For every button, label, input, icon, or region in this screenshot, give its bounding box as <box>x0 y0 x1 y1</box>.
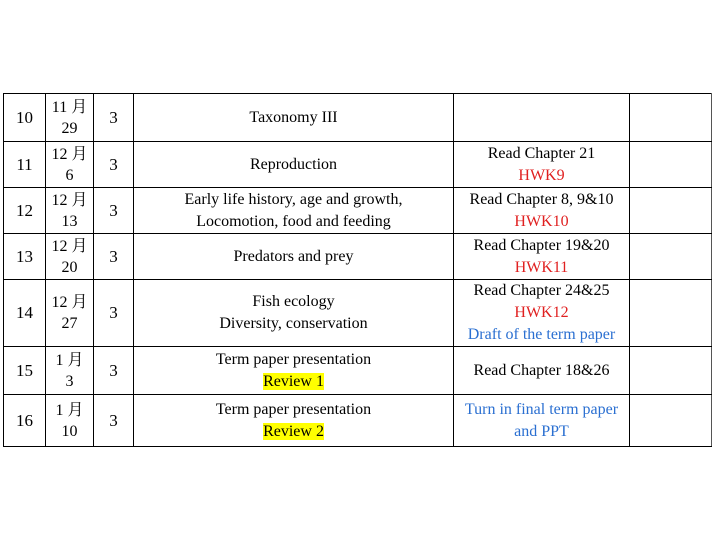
hours-value: 3 <box>109 200 118 220</box>
hours-value: 3 <box>109 303 118 322</box>
week-number: 16 <box>16 410 33 430</box>
term-paper-note: Turn in final term paper <box>464 400 619 418</box>
date-day: 20 <box>61 258 78 276</box>
topic-line: Early life history, age and growth, <box>184 190 403 208</box>
hours-cell <box>94 188 134 234</box>
schedule-table <box>3 93 712 447</box>
date-day: 29 <box>61 119 78 137</box>
remarks-cell <box>630 94 712 142</box>
topic-line: Term paper presentation <box>215 350 372 368</box>
topic-cell <box>134 280 454 347</box>
homework-label: HWK12 <box>514 304 569 321</box>
review-highlight: Review 1 <box>263 372 324 390</box>
topic-line: Predators and prey <box>233 247 354 265</box>
date-cell <box>46 347 94 395</box>
hours-cell <box>94 395 134 447</box>
topic-line: Fish ecology <box>252 293 335 310</box>
table-row <box>4 280 712 347</box>
hours-cell <box>94 94 134 142</box>
date-day: 3 <box>65 372 74 390</box>
homework-label: HWK9 <box>518 166 565 184</box>
schedule-sheet <box>3 93 711 441</box>
reading-assignment: Read Chapter 21 <box>487 144 596 162</box>
date-month: 1 月 <box>55 401 84 419</box>
week-number-cell <box>4 94 46 142</box>
date-month: 12 月 <box>51 191 88 209</box>
topic-cell <box>134 188 454 234</box>
date-month: 12 月 <box>51 237 88 255</box>
assignment-cell <box>454 395 630 447</box>
remarks-cell <box>630 234 712 280</box>
week-number: 14 <box>16 303 33 322</box>
date-day: 13 <box>61 212 78 230</box>
hours-value: 3 <box>109 107 118 127</box>
week-number: 12 <box>16 200 33 220</box>
assignment-cell <box>454 94 630 142</box>
date-month: 11 月 <box>51 98 88 116</box>
reading-assignment: Read Chapter 18&26 <box>473 361 610 379</box>
date-month: 12 月 <box>51 294 88 311</box>
hours-cell <box>94 280 134 347</box>
term-paper-note: and PPT <box>514 422 569 440</box>
remarks-cell <box>630 395 712 447</box>
remarks-cell <box>630 188 712 234</box>
date-cell <box>46 395 94 447</box>
remarks-cell <box>630 142 712 188</box>
hours-value: 3 <box>109 154 118 174</box>
table-row <box>4 94 712 142</box>
week-number-cell <box>4 280 46 347</box>
topic-cell <box>134 234 454 280</box>
hours-value: 3 <box>109 246 118 266</box>
week-number: 13 <box>16 246 33 266</box>
hours-cell <box>94 234 134 280</box>
topic-cell <box>134 142 454 188</box>
hours-cell <box>94 142 134 188</box>
table-row <box>4 142 712 188</box>
table-row <box>4 347 712 395</box>
remarks-cell <box>630 280 712 347</box>
reading-assignment: Read Chapter 24&25 <box>473 282 610 299</box>
topic-line: Term paper presentation <box>215 400 372 418</box>
remarks-cell <box>630 347 712 395</box>
date-day: 6 <box>65 166 74 184</box>
topic-line: Diversity, conservation <box>219 315 368 332</box>
date-cell <box>46 188 94 234</box>
topic-cell <box>134 395 454 447</box>
assignment-cell <box>454 188 630 234</box>
hours-value: 3 <box>109 410 118 430</box>
assignment-cell <box>454 347 630 395</box>
date-cell <box>46 280 94 347</box>
date-month: 1 月 <box>55 351 84 369</box>
week-number-cell <box>4 142 46 188</box>
topic-cell <box>134 94 454 142</box>
reading-assignment: Read Chapter 8, 9&10 <box>469 190 614 208</box>
hours-cell <box>94 347 134 395</box>
reading-assignment: Read Chapter 19&20 <box>473 236 610 254</box>
homework-label: HWK10 <box>514 212 569 230</box>
week-number: 15 <box>16 360 33 380</box>
topic-line: Taxonomy III <box>249 108 338 126</box>
topic-cell <box>134 347 454 395</box>
date-cell <box>46 142 94 188</box>
week-number: 11 <box>16 154 33 174</box>
table-row <box>4 234 712 280</box>
week-number-cell <box>4 188 46 234</box>
date-cell <box>46 234 94 280</box>
week-number-cell <box>4 234 46 280</box>
topic-line: Locomotion, food and feeding <box>196 212 391 230</box>
week-number-cell <box>4 395 46 447</box>
date-day: 27 <box>61 315 78 332</box>
table-row <box>4 395 712 447</box>
week-number-cell <box>4 347 46 395</box>
date-month: 12 月 <box>51 145 88 163</box>
assignment-cell <box>454 234 630 280</box>
review-highlight: Review 2 <box>263 422 324 440</box>
topic-line: Reproduction <box>249 155 338 173</box>
homework-label: HWK11 <box>514 258 569 276</box>
table-row <box>4 188 712 234</box>
hours-value: 3 <box>109 360 118 380</box>
week-number: 10 <box>16 107 33 127</box>
assignment-cell <box>454 142 630 188</box>
date-day: 10 <box>61 422 78 440</box>
assignment-cell <box>454 280 630 347</box>
term-paper-note: Draft of the term paper <box>467 326 616 343</box>
date-cell <box>46 94 94 142</box>
